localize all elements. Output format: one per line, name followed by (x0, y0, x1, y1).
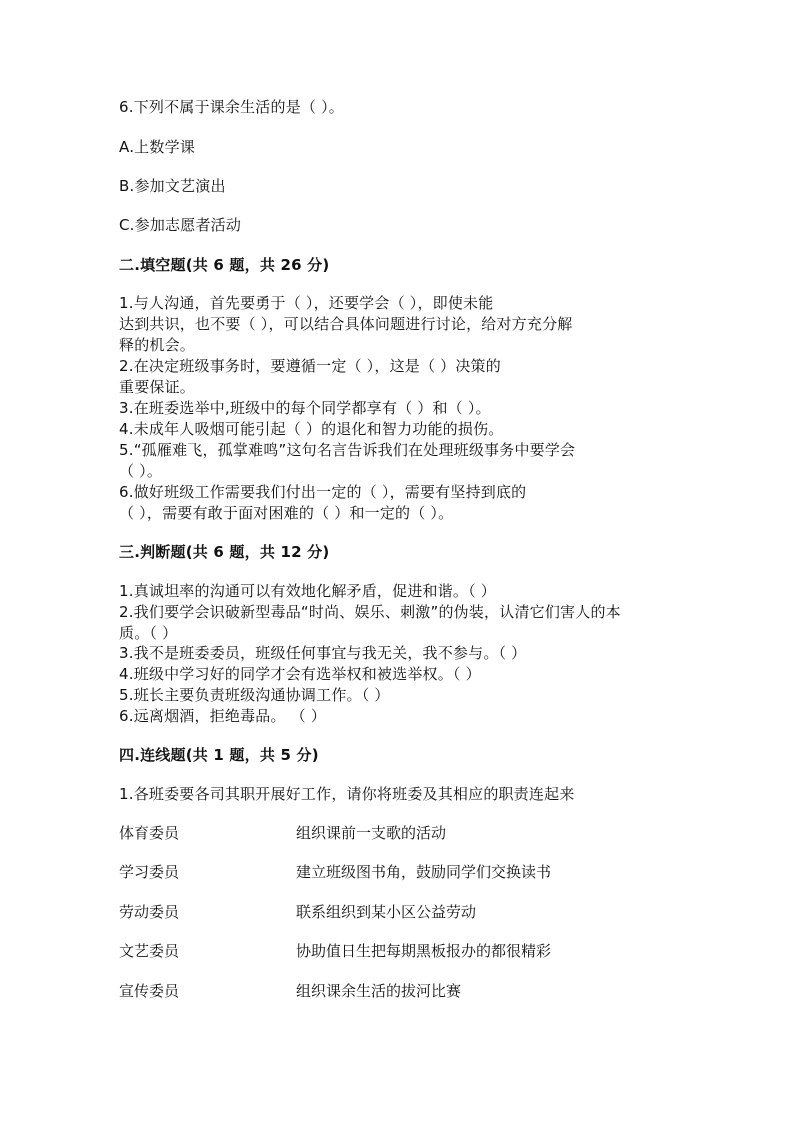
section-2-line: 4.未成年人吸烟可能引起（ ）的退化和智力功能的损伤。 (119, 420, 504, 438)
matching-role: 宣传委员 (119, 982, 180, 1000)
question-6-option-a: A.上数学课 (119, 138, 195, 156)
section-4-title: 四.连线题(共 1 题，共 5 分) (119, 746, 319, 764)
section-2-line: 1.与人沟通，首先要勇于（ ），还要学会（ ），即使未能 (119, 294, 494, 312)
section-2-line: 2.在决定班级事务时，要遵循一定（ ），这是（ ）决策的 (119, 357, 501, 375)
question-6-stem: 6.下列不属于课余生活的是（ ）。 (119, 98, 344, 116)
matching-duty: 组织课余生活的拔河比赛 (296, 982, 462, 1000)
section-2-line: 6.做好班级工作需要我们付出一定的（ ），需要有坚持到底的 (119, 483, 527, 501)
section-3-title: 三.判断题(共 6 题，共 12 分) (119, 543, 330, 561)
section-3-line: 2.我们要学会识破新型毒品“时尚、娱乐、刺激”的伪装，认清它们害人的本 (119, 603, 621, 621)
section-2-title: 二.填空题(共 6 题，共 26 分) (119, 256, 330, 274)
section-2-line: 5.“孤雁难飞，孤掌难鸣”这句名言告诉我们在处理班级事务中要学会 (119, 441, 576, 459)
section-3-line: 6.远离烟酒，拒绝毒品。 （ ） (119, 707, 327, 725)
section-3-line: 3.我不是班委委员，班级任何事宜与我无关，我不参与。（ ） (119, 644, 527, 662)
question-6-option-c: C.参加志愿者活动 (119, 216, 242, 234)
section-2-line: （ ）。 (119, 462, 163, 480)
matching-duty: 组织课前一支歌的活动 (296, 824, 447, 842)
matching-role: 劳动委员 (119, 903, 180, 921)
matching-role: 文艺委员 (119, 942, 180, 960)
matching-duty: 联系组织到某小区公益劳动 (296, 903, 477, 921)
section-3-line: 4.班级中学习好的同学才会有选举权和被选举权。（ ） (119, 665, 481, 683)
section-2-line: 释的机会。 (119, 336, 196, 354)
question-6-option-b: B.参加文艺演出 (119, 177, 226, 195)
section-2-line: 达到共识，也不要（ ），可以结合具体问题进行讨论，给对方充分解 (119, 315, 573, 333)
section-3-line: 质。（ ） (119, 624, 178, 642)
matching-role: 学习委员 (119, 863, 180, 881)
matching-duty: 建立班级图书角，鼓励同学们交换读书 (296, 863, 552, 881)
section-2-line: （ ），需要有敢于面对困难的（ ）和一定的（ ）。 (119, 504, 454, 522)
section-2-line: 重要保证。 (119, 378, 196, 396)
matching-role: 体育委员 (119, 824, 180, 842)
matching-duty: 协助值日生把每期黑板报办的都很精彩 (296, 942, 552, 960)
section-3-line: 5.班长主要负责班级沟通协调工作。（ ） (119, 686, 390, 704)
section-2-line: 3.在班委选举中,班级中的每个同学都享有（ ）和（ ）。 (119, 399, 491, 417)
section-3-line: 1.真诚坦率的沟通可以有效地化解矛盾，促进和谐。（ ） (119, 582, 496, 600)
section-4-question: 1.各班委要各司其职开展好工作，请你将班委及其相应的职责连起来 (119, 785, 575, 803)
